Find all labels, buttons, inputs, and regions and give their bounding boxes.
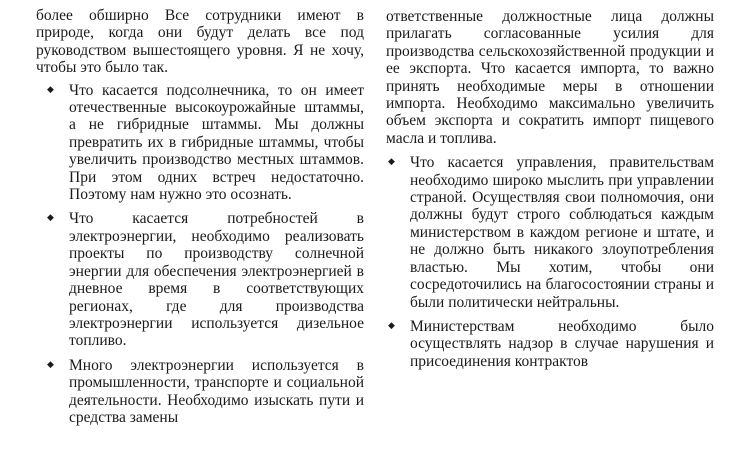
text-line: мыслить при управлении страной.: [410, 171, 715, 207]
text-line: должны превратить их в гибридные: [69, 116, 365, 151]
text-line: хочу, чтобы это было так.: [36, 41, 364, 77]
list-item-text: [69, 82, 364, 204]
text-line: используется дизельное топливо.: [69, 314, 364, 350]
text-line: штаммы, чтобы увеличить: [69, 133, 364, 169]
left-intro-paragraph: [36, 7, 364, 77]
text-line: Что касается управления,: [410, 154, 597, 172]
text-line: усилия для производства: [386, 25, 714, 60]
text-line: важно принять необходимые меры в: [386, 60, 715, 95]
text-line: Министерствам необходимо было: [410, 317, 714, 335]
text-line: Поэтому нам нужно это осознать.: [69, 186, 292, 204]
text-line: изыскать пути и средства замены: [69, 391, 364, 426]
text-line: Что касается потребностей в: [69, 210, 364, 228]
text-line: топлива.: [440, 129, 497, 147]
diamond-bullet-icon: ◆: [47, 213, 54, 224]
text-line: политически нейтральны.: [448, 293, 620, 311]
text-line: каждым министерством в каждом: [410, 206, 714, 241]
diamond-bullet-icon: ◆: [47, 359, 54, 370]
text-line: соответствующих регионах, где для: [69, 280, 365, 315]
text-line: никакого злоупотребления властью. Мы: [410, 241, 714, 276]
text-line: природе, когда они будут делать все под: [36, 24, 364, 42]
text-line: максимально увеличить объем экспорта: [386, 95, 715, 130]
diamond-bullet-icon: ◆: [388, 320, 395, 331]
text-line: штаммы, а не гибридные штаммы. Мы: [69, 99, 364, 134]
text-line: сельскохозяйственной продукции и ее: [386, 42, 714, 78]
list-item-text: [69, 357, 364, 427]
text-line: промышленности, транспорте и: [69, 374, 282, 392]
text-line: более обширно Все сотрудники имеют в: [36, 7, 364, 24]
text-line: этом одних встреч недостаточно.: [111, 168, 364, 186]
text-line: экспорта. Что касается импорта, то: [409, 60, 664, 78]
text-line: реализовать проекты по производству: [69, 227, 364, 263]
text-line: должны прилагать согласованные: [386, 8, 714, 43]
list-item: [386, 318, 714, 370]
text-line: ответственные должностные лица: [386, 8, 643, 25]
right-bullet-list: [386, 154, 714, 370]
text-line: имеет отечественные высокоурожайные: [69, 81, 365, 117]
list-item-text: [410, 318, 714, 370]
diamond-bullet-icon: ◆: [388, 157, 395, 168]
text-line: электроэнергией в дневное время в: [69, 262, 364, 298]
text-line: хотим, чтобы они сосредоточились на: [410, 258, 715, 294]
text-line: Много электроэнергии используется в: [69, 356, 364, 374]
text-line: благосостоянии страны и были: [410, 276, 714, 311]
text-line: солнечной энергии для обеспечения: [69, 245, 364, 280]
text-line: руководством вышестоящего уровня. Я не: [36, 41, 326, 59]
text-line: и сократить импорт пищевого масла и: [386, 112, 715, 147]
text-line: нарушения и присоединения контрактов: [410, 335, 714, 370]
left-column: [36, 7, 364, 433]
text-line: социальной деятельности. Необходимо: [69, 374, 364, 409]
list-item-text: [410, 154, 714, 311]
right-intro-paragraph: [386, 8, 714, 147]
left-bullet-list: [36, 82, 364, 427]
text-line: производство местных штаммов. При: [69, 151, 364, 186]
list-item: [386, 154, 714, 311]
list-item: [36, 82, 364, 204]
list-item: [36, 210, 364, 349]
text-line: производства электроэнергии: [69, 297, 364, 332]
right-column: [386, 8, 714, 377]
text-line: электроэнергии, необходимо: [69, 227, 270, 245]
list-item-text: [69, 210, 364, 349]
diamond-bullet-icon: ◆: [47, 84, 54, 95]
list-item: [36, 357, 364, 427]
text-line: осуществлять надзор в случае: [410, 335, 619, 353]
text-line: должны будут строго соблюдаться: [410, 206, 652, 224]
text-line: Что касается подсолнечника, то он: [69, 81, 317, 99]
text-line: Осуществляя свои полномочия, они: [472, 189, 714, 207]
text-line: отношении импорта. Необходимо: [386, 77, 714, 113]
text-line: правительствам необходимо широко: [410, 154, 714, 189]
text-line: регионе и штате, и не должно быть: [410, 223, 715, 259]
